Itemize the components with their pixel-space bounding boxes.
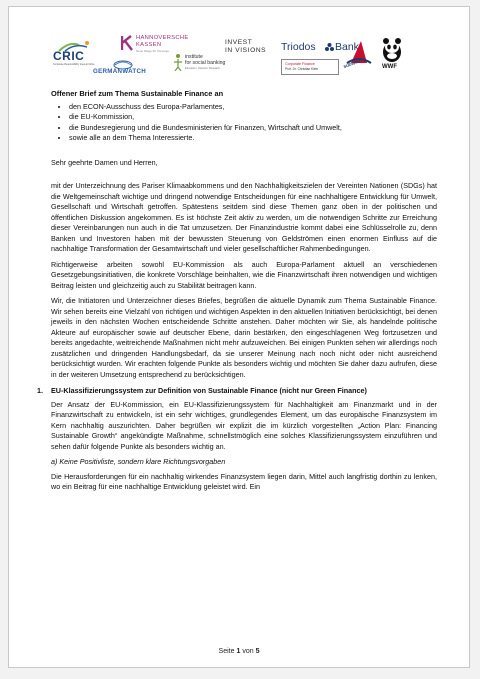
- corporate-line2: Prof. Dr. Christian Klein: [285, 67, 319, 71]
- sudwind-logo: [342, 39, 375, 73]
- bank-name: Bank: [335, 41, 359, 53]
- germanwatch-logo: [93, 59, 155, 77]
- paragraph: Wir, die Initiatoren und Unterzeichner dieses Briefes, begrüßen die aktuelle Dynamik zum Thema Sustainable Finance. Wir sehen bereits eine Vielzahl von richtigen und wichtigen Aspekten in den aktuellen Initiativen berücksichtigt, bei denen jeweils in den nächsten Wochen entscheidende Schritte anstehen. Daher möchten wir Sie, als handelnde politische Akteure auf europäischer sowie auf deutscher Ebene, darin bestärken, den eingeschlagenen Weg fortzusetzen und bereits angedachte, weitreichende Maßnahmen nicht mehr aufzuweichen. Bei einigen Punkten sehen wir allerdings noch zusätzlichen und dringenden Handlungsbedarf, da sie unserer Meinung nach noch nicht oder nicht ausreichend berücksichtigt wurden. Wir erachten folgende Punkte als besonders wichtig und möchten Sie daher dazu aufrufen, diese in der weiteren Umsetzung entsprechend zu berücksichtigen.: [51, 296, 437, 379]
- institute-line2: for social banking: [185, 60, 226, 66]
- list-item: • die Bundesregierung und die Bundesministerien für Finanzen, Wirtschaft und Umwelt,: [69, 123, 437, 134]
- list-item: • die EU-Kommission,: [69, 112, 437, 123]
- subsection-paragraph: Die Herausforderungen für ein nachhaltig wirkendes Finanzsystem liegen darin, Mittel auch langfristig dorthin zu lenken, wo ein Beitrag für eine nachhaltige Entwicklung geleistet wird. Ein: [51, 471, 437, 491]
- salutation: Sehr geehrte Damen und Herren,: [51, 157, 158, 167]
- institute-figure-icon: [173, 53, 183, 71]
- page-footer: [9, 648, 469, 655]
- paragraph: mit der Unterzeichnung des Pariser Klimaabkommens und den Nachhaltigkeitszielen der Vereinten Nationen (SDGs) hat die Weltgemeinschaft wichtige und dringend notwendige Entscheidungen für eine nachhaltigere Entwicklung für Umwelt, Gesellschaft und Wirtschaft getroffen. Spätestens seitdem sind diese Themen ganz oben in der politischen und öffentlichen Diskussion angekommen. Es ist höchste Zeit aktiv zu werden, um die notwendigen Schritte zur Erreichung dieser Vereinbarungen nun auch in die Tat umzusetzen. Der Finanzindustrie kommt dabei eine Schlüsselrolle zu, denn Banken und Investoren haben mit der bewussten Steuerung von Geldströmen einen enormen Einfluss auf die nachhaltige Transformation der Gesamtwirtschaft und vieler gesellschaftlicher Rahmenbedingungen.: [51, 181, 437, 253]
- sudwind-name: SÜDWIND: [342, 57, 363, 70]
- letter-body: [37, 89, 437, 498]
- hk-name-line1: HANNOVERSCHE: [136, 35, 189, 41]
- hk-tagline: Neue Wege für Vorsorge: [136, 49, 169, 53]
- wwf-logo: [381, 37, 403, 73]
- cric-name: CRIC: [53, 49, 85, 63]
- footer-page-number: 1: [236, 648, 241, 655]
- hk-k-icon: [121, 35, 133, 51]
- list-item: • sowie alle an dem Thema Interessierte.: [69, 133, 437, 144]
- section-heading: [37, 386, 437, 397]
- footer-middle: von: [242, 648, 254, 655]
- paragraph: Richtigerweise arbeiten sowohl EU-Kommission als auch Europa-Parlament aktuell an verschiedenen Gesetzgebungsinitiativen, die konkrete Vorschläge beinhalten, wie die Finanzwirtschaft ihren notwendigen und wichtigen Beitrag leisten und gleichzeitig auch zu Stabilität beitragen kann.: [51, 259, 437, 290]
- list-item: • den ECON-Ausschuss des Europa-Parlamentes,: [69, 102, 437, 113]
- section-title: EU-Klassifizierungssystem zur Definition von Sustainable Finance (nicht nur Green Finance): [51, 386, 367, 395]
- letter-title: Offener Brief zum Thema Sustainable Finance an: [51, 89, 224, 98]
- corporate-line1: Corporate Finance: [285, 62, 315, 66]
- subsection-heading: a) Keine Positivliste, sondern klare Richtungsvorgaben: [51, 457, 226, 466]
- invest-in-visions-logo: [225, 39, 277, 61]
- institute-line3: Education. Network. Research.: [185, 67, 221, 70]
- recipient-list: [51, 102, 437, 144]
- wwf-name: WWF: [382, 64, 397, 70]
- cric-subtitle: Corporate Responsibility Interest Circle: [53, 63, 95, 66]
- invest-line1: INVEST: [225, 39, 253, 46]
- logo-bar: [53, 33, 453, 83]
- section-paragraph: Der Ansatz der EU-Kommission, ein EU-Klassifizierungssystem für Nachhaltigkeit am Finanzmarkt und in der Finanzwirtschaft zu entwickeln, ist ein sehr wichtiges, grundlegendes Element, um das europäische Finanzsystem im Kern nachhaltig auszurichten. Daher begrüßen wir explizit die im kürzlich vorgestellten „Action Plan: Financing Sustainable Growth“ angekündigte Maßnahme, schnellstmöglich eine solches Klassifizierungssystem einzuführen und sehen dafür folgende Punkte als besonders wichtig an.: [51, 399, 437, 451]
- panda-icon: [381, 37, 403, 63]
- footer-page-total: 5: [255, 648, 260, 655]
- germanwatch-name: GERMANWATCH: [93, 68, 147, 75]
- triodos-flower-icon: [325, 43, 334, 52]
- cric-logo: [53, 39, 97, 69]
- corporate-finance-logo: [281, 59, 339, 75]
- triodos-name: Triodos: [281, 41, 316, 53]
- institute-line1: institute: [185, 54, 203, 60]
- invest-line2: IN VISIONS: [225, 47, 267, 54]
- section-number: 1.: [37, 386, 43, 395]
- hk-name-line2: KASSEN: [136, 42, 162, 48]
- footer-prefix: Seite: [218, 648, 235, 655]
- document-page: [8, 6, 470, 668]
